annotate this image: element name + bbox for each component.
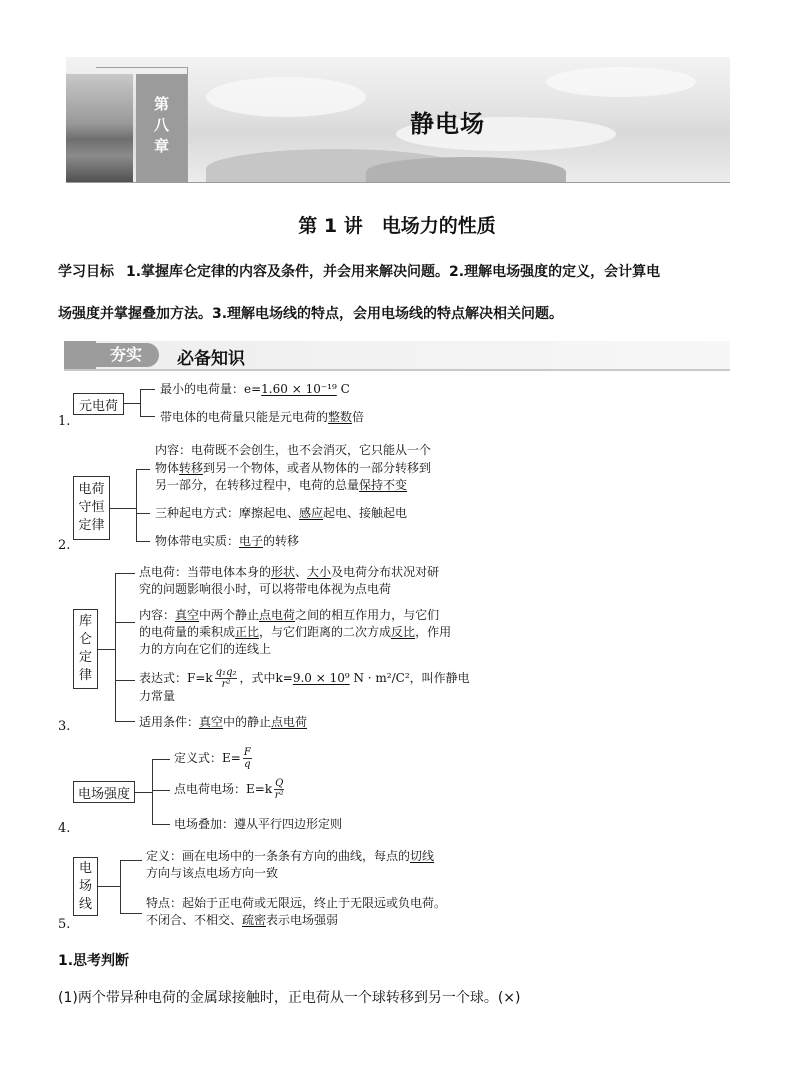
text: 点电荷：当带电体本身的 [139,565,272,579]
branch-text [160,380,350,398]
item-number: 2. [58,538,71,553]
objectives-text: 1.掌握库仑定律的内容及条件，并会用来解决问题。2.理解电场强度的定义，会计算电 [126,264,661,280]
node-line: 定律 [78,518,105,533]
concept-node: 电场强度 [73,781,135,803]
text: 起电、接触起电 [323,506,408,520]
branch-text [139,713,307,731]
connector [115,721,135,722]
banner-frame-line [187,67,188,183]
connector [115,680,135,681]
underlined-answer: 1.60 × 10⁻¹⁹ [261,382,337,396]
chapter-label [136,74,187,183]
denominator: q [244,759,251,770]
fraction [274,778,284,801]
text: 物体带电实质： [155,534,240,548]
text: 另一部分，在转移过程中，电荷的总量 [155,478,360,492]
text: 三种起电方式：摩擦起电、 [155,506,300,520]
branch-text [139,623,451,641]
text: 表示电场强弱 [266,913,339,927]
fraction [215,667,238,690]
node-line: 律 [78,668,92,683]
text: 物体 [155,461,180,475]
chapter-label-char: 章 [153,137,169,155]
branch-text [155,504,407,522]
denominator: r² [274,790,284,801]
objectives-line-2: 场强度并掌握叠加方法。3.理解电场线的特点，会用电场线的特点解决相关问题。 [58,306,564,322]
connector [115,622,135,623]
chapter-title: 静电场 [410,110,485,138]
text: ，作用 [415,625,452,639]
numerator: F [243,747,251,758]
connector [110,508,136,509]
text: 带电体的电荷量只能是元电荷的 [160,410,329,424]
node-line: 定 [78,650,92,665]
underlined-answer: 转移 [179,461,204,475]
connector [136,469,137,541]
branch-text [155,476,407,494]
branch-text: 究的问题影响很小时，可以将带电体视为点电荷 [139,582,392,596]
text: 表达式：F=k [139,671,213,685]
underlined-answer: 形状 [271,565,296,579]
numerator: q₁q₂ [215,667,237,678]
text: ，与它们距离的二次方成 [259,625,392,639]
underlined-answer: 感应 [299,506,324,520]
objectives-label: 学习目标 [58,264,114,280]
connector [135,792,152,793]
connector [152,759,170,760]
concept-node [73,609,98,689]
numerator: Q [275,778,284,789]
text: ，式中k= [239,671,293,685]
connector [152,790,170,791]
connector [120,860,142,861]
node-line: 线 [78,896,92,912]
branch-text [160,408,364,426]
judgement-heading: 1.思考判断 [58,953,130,969]
underlined-answer: 正比 [235,625,260,639]
node-line: 库 [78,614,92,629]
connector [115,573,116,721]
text: 到另一个物体，或者从物体的一部分转移到 [203,461,432,475]
text: 适用条件： [139,715,200,729]
underlined-answer: 真空 [199,715,224,729]
connector [152,759,153,824]
formula-line [174,778,286,801]
formula-line [174,747,254,770]
connector [120,913,142,914]
branch-text [146,847,434,865]
branch-text [139,563,439,581]
connector [98,886,120,887]
node-line: 仑 [78,632,92,647]
text: 及电荷分布状况对研 [331,565,440,579]
branch-text [155,532,299,550]
underlined-answer: 反比 [391,625,416,639]
section-bar [64,341,730,371]
item-number: 1. [58,414,71,429]
node-line: 电荷 [78,482,105,497]
banner-frame-line [96,67,188,68]
underlined-answer: 整数 [328,410,353,424]
node-line: 守恒 [78,500,105,515]
text: 不闭合、不相交、 [146,913,243,927]
item-number: 5. [58,917,71,932]
branch-text [146,911,338,929]
text: 点电荷电场：E=k [174,782,273,796]
formula-line [139,667,470,690]
concept-node: 元电荷 [73,393,124,415]
branch-text: 特点：起始于正电荷或无限远，终止于无限远或负电荷。 [146,896,447,910]
branch-text [139,606,439,624]
underlined-answer: 电子 [239,534,264,548]
item-number: 4. [58,821,71,836]
text: 最小的电荷量：e= [160,382,262,396]
connector [124,403,140,404]
underlined-answer: 9.0 × 10⁹ [292,671,350,685]
fraction [243,747,252,770]
text: N · m²/C²，叫作静电 [349,671,470,685]
branch-text: 内容：电荷既不会创生，也不会消灭，它只能从一个 [155,443,432,457]
denominator: r² [221,679,231,690]
connector [140,389,155,390]
concept-node [73,476,110,540]
text: 倍 [352,410,365,424]
text: 、 [295,565,308,579]
underlined-answer: 大小 [307,565,332,579]
branch-text [155,459,431,477]
connector [140,389,141,416]
lecture-title: 第 1 讲 电场力的性质 [298,215,496,237]
underlined-answer: 保持不变 [359,478,408,492]
section-tag: 夯实 [93,343,159,367]
section-bar-accent [64,341,96,369]
branch-text: 电场叠加：遵从平行四边形定则 [174,817,343,831]
text: 的转移 [263,534,300,548]
connector [120,860,121,914]
underlined-answer: 真空 [175,608,200,622]
node-line: 电 [78,860,92,876]
underlined-answer: 点电荷 [271,715,308,729]
connector [152,824,170,825]
text: C [336,382,350,396]
connector [140,416,155,417]
section-title: 必备知识 [177,349,245,369]
chapter-label-char: 八 [153,116,169,134]
connector [136,513,150,514]
text: 中两个静止 [199,608,260,622]
text: 中的静止 [223,715,272,729]
banner-photo [66,74,133,183]
connector [98,649,115,650]
branch-text: 力常量 [139,689,176,703]
underlined-answer: 点电荷 [259,608,296,622]
text: 定义式：E= [174,751,241,765]
text: 的电荷量的乘积成 [139,625,236,639]
branch-text: 力的方向在它们的连线上 [139,642,272,656]
text: 内容： [139,608,176,622]
connector [136,469,150,470]
judgement-item: (1)两个带异种电荷的金属球接触时，正电荷从一个球转移到另一个球。(×) [58,990,521,1006]
item-number: 3. [58,719,71,734]
concept-node [73,857,98,916]
banner-underline [66,182,730,183]
underlined-answer: 疏密 [242,913,267,927]
objectives-line-1 [58,261,738,281]
branch-text: 方向与该点电场方向一致 [146,866,279,880]
node-line: 场 [78,878,92,894]
underlined-answer: 切线 [410,849,435,863]
text: 定义：画在电场中的一条条有方向的曲线，每点的 [146,849,411,863]
text: 之间的相互作用力，与它们 [295,608,440,622]
connector [136,541,150,542]
chapter-label-char: 第 [153,95,169,113]
connector [115,573,135,574]
